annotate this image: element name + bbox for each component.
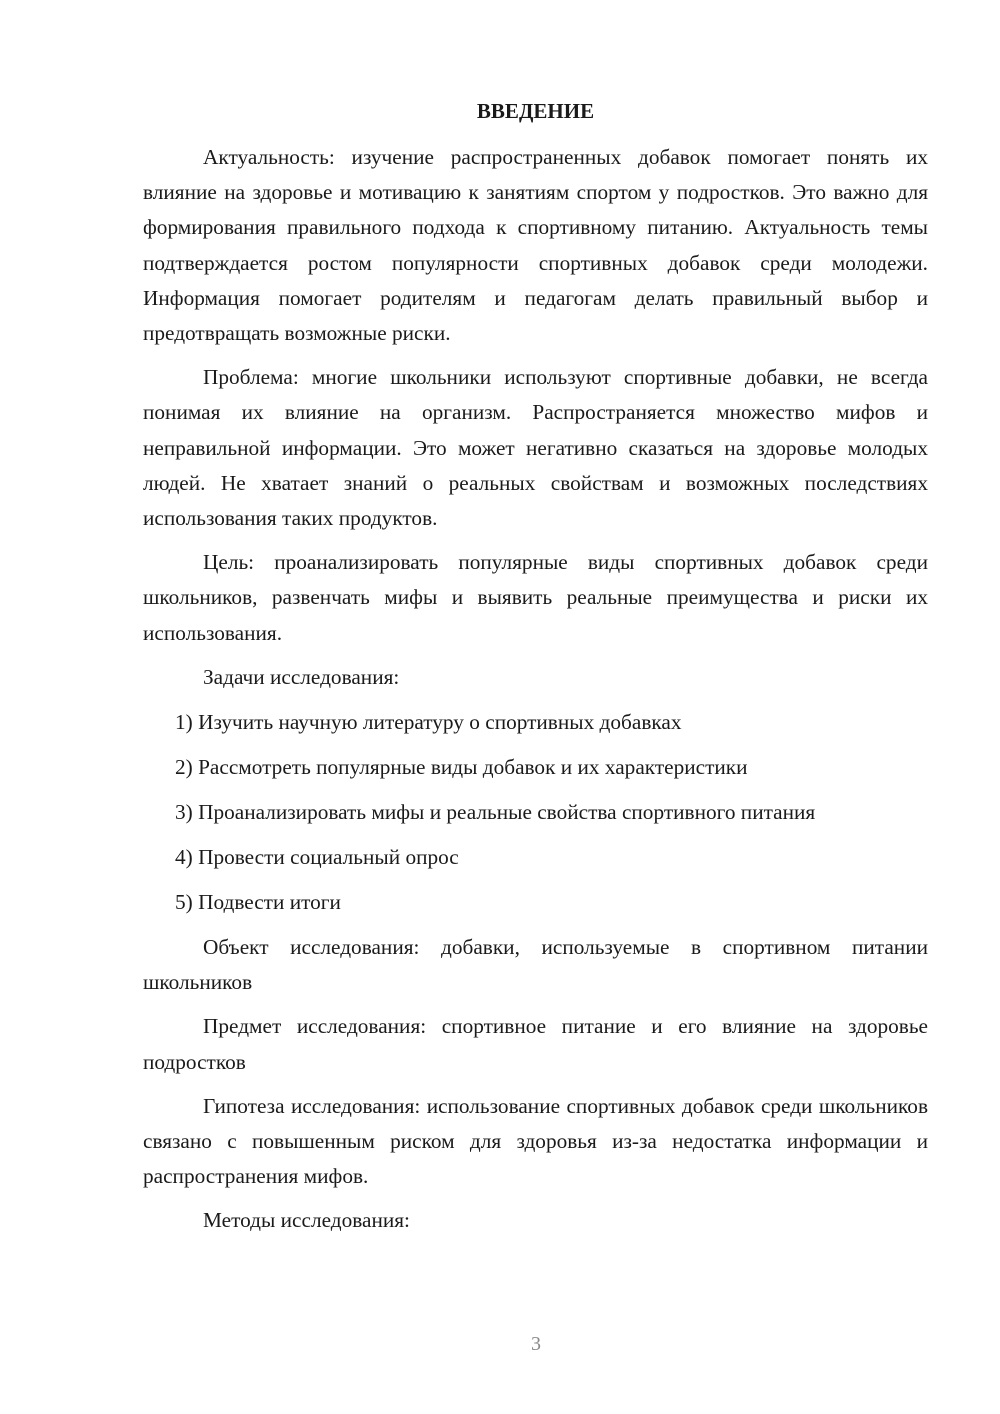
methods-heading: Методы исследования: — [203, 1208, 410, 1233]
goal-paragraph: Цель: проанализировать популярные виды спортивных добавок среди школьников, развенчать мифы и выявить реальные преимущества и риски их использования. — [143, 550, 928, 645]
list-item: 3) Проанализировать мифы и реальные свойства спортивного питания — [175, 800, 816, 825]
document-page — [143, 96, 928, 1249]
subject-paragraph: Предмет исследования: спортивное питание и его влияние на здоровье подростков — [143, 1014, 928, 1074]
tasks-list — [143, 705, 928, 920]
page-title: ВВЕДЕНИЕ — [476, 99, 595, 123]
hypothesis-paragraph: Гипотеза исследования: использование спортивных добавок среди школьников связано с повышенным риском для здоровья из-за недостатка информации и распространения мифов. — [143, 1093, 928, 1189]
page-number: 3 — [531, 1333, 541, 1355]
list-item: 5) Подвести итоги — [175, 890, 341, 915]
list-item: 1) Изучить научную литературу о спортивных добавках — [175, 710, 682, 735]
object-paragraph: Объект исследования: добавки, используемые в спортивном питании школьников — [143, 935, 928, 995]
tasks-heading: Задачи исследования: — [203, 664, 400, 689]
list-item: 4) Провести социальный опрос — [175, 845, 459, 870]
problem-paragraph: Проблема: многие школьники используют спортивные добавки, не всегда понимая их влияние на организм. Распространяется множество мифов и неправильной информации. Это может негативно сказаться на здоровье молодых людей. Не хватает знаний о реальных свойствам и возможных последствиях использования таких продуктов. — [143, 365, 928, 531]
list-item: 2) Рассмотреть популярные виды добавок и их характеристики — [175, 755, 748, 780]
relevance-paragraph: Актуальность: изучение распространенных добавок помогает понять их влияние на здоровье и мотивацию к занятиям спортом у подростков. Это важно для формирования правильного подхода к спортивному питанию. Актуальность темы подтверждается ростом популярности спортивных добавок среди молодежи. Информация помогает родителям и педагогам делать правильный выбор и предотвращать возможные риски. — [143, 145, 928, 346]
